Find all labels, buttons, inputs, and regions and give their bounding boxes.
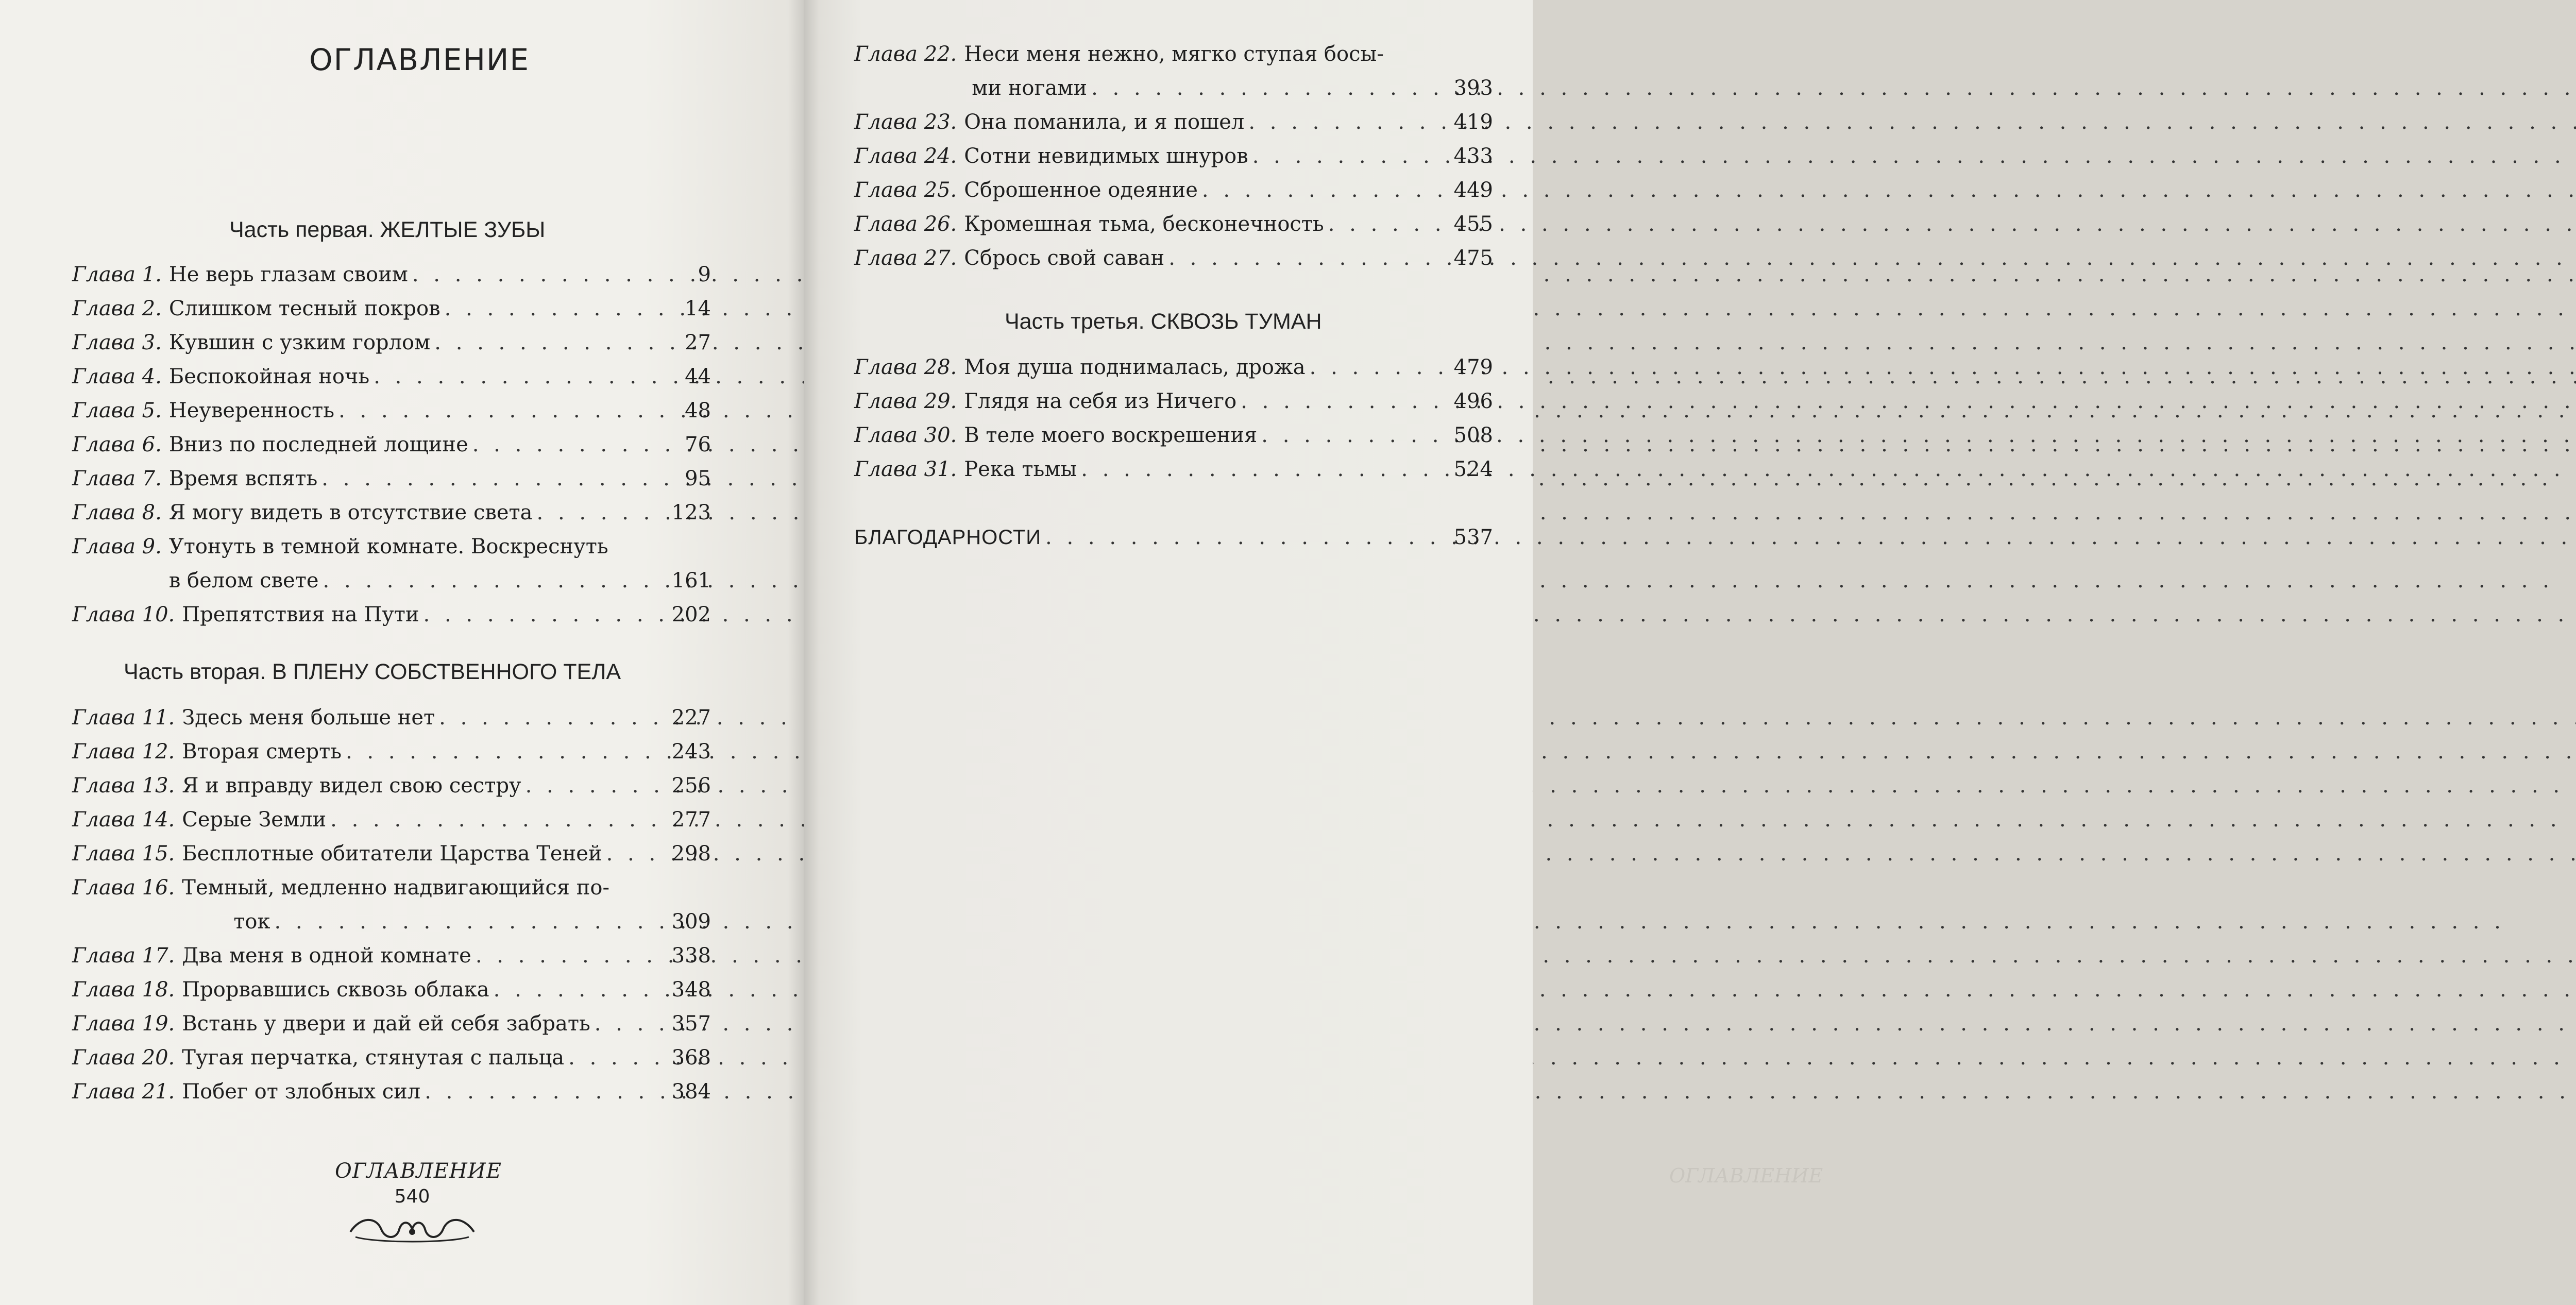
chapter-label: Глава 31. — [854, 457, 957, 481]
chapter-label: Глава 27. — [854, 246, 957, 270]
dot-leader — [1087, 71, 2576, 105]
toc-entry — [854, 105, 1493, 139]
toc-part-three — [854, 350, 1493, 554]
toc-entry — [72, 292, 711, 326]
chapter-page: 309 — [671, 910, 711, 934]
chapter-title: Река тьмы — [964, 457, 1077, 481]
chapter-page: 368 — [671, 1046, 711, 1070]
toc-entry — [854, 384, 1493, 418]
chapter-page: 123 — [671, 501, 711, 524]
toc-entry — [72, 803, 711, 837]
ornament-flourish-icon — [345, 1211, 479, 1247]
page-number: 540 — [394, 1186, 430, 1207]
chapter-page: 243 — [671, 740, 711, 764]
chapter-title: Бесплотные обитатели Царства Теней — [182, 842, 602, 866]
chapter-title: Сбрось свой саван — [964, 246, 1165, 270]
dot-leader — [1041, 520, 2576, 554]
chapter-label: Глава 21. — [72, 1080, 175, 1104]
chapter-label: Глава 19. — [72, 1012, 175, 1036]
chapter-page: 479 — [1453, 355, 1493, 379]
chapter-label: Глава 2. — [72, 297, 162, 320]
chapter-page: 496 — [1453, 389, 1493, 413]
chapter-page: 48 — [685, 399, 711, 422]
toc-entry — [72, 394, 711, 428]
toc-entry-acknowledgments — [854, 520, 1493, 554]
dot-leader — [1324, 207, 2576, 241]
chapter-page: 9 — [698, 263, 711, 286]
chapter-title: Глядя на себя из Ничего — [964, 389, 1237, 413]
page-title: ОГЛАВЛЕНИЕ — [309, 42, 530, 77]
chapter-label: Глава 13. — [72, 774, 175, 798]
chapter-title-continued: в белом свете — [168, 569, 319, 592]
chapter-label: Глава 28. — [854, 355, 957, 379]
chapter-page: 95 — [685, 467, 711, 490]
page-footer — [335, 1159, 502, 1247]
chapter-page: 524 — [1453, 457, 1493, 481]
chapter-page: 384 — [671, 1080, 711, 1104]
chapter-title: Два меня в одной комнате — [182, 944, 471, 968]
chapter-title: Кувшин с узким горлом — [168, 331, 431, 354]
toc-entry — [854, 207, 1493, 241]
toc-entry — [854, 139, 1493, 173]
chapter-page: 161 — [671, 569, 711, 592]
toc-entry — [72, 769, 711, 803]
chapter-label: Глава 14. — [72, 808, 175, 832]
chapter-label: Глава 1. — [72, 263, 162, 286]
chapter-title: Побег от злобных сил — [182, 1080, 421, 1104]
chapter-page: 433 — [1453, 144, 1493, 168]
toc-entry — [854, 173, 1493, 207]
toc-entry — [72, 837, 711, 871]
chapter-page: 449 — [1453, 178, 1493, 202]
chapter-page: 393 — [1453, 76, 1493, 100]
toc-entry — [854, 37, 1493, 105]
chapter-title: Я могу видеть в отсутствие света — [168, 501, 533, 524]
dot-leader — [1164, 241, 2576, 275]
acknowledgments-page: 537 — [1453, 526, 1493, 549]
chapter-label: Глава 18. — [72, 978, 175, 1002]
chapter-page: 508 — [1453, 423, 1493, 447]
toc-entry — [72, 735, 711, 769]
toc-entry — [72, 1041, 711, 1075]
chapter-title: Кромешная тьма, бесконечность — [964, 212, 1324, 236]
chapter-label: Глава 5. — [72, 399, 162, 422]
chapter-title: Тугая перчатка, стянутая с пальца — [182, 1046, 565, 1070]
toc-entry — [72, 360, 711, 394]
chapter-title: Вниз по последней лощине — [168, 433, 468, 456]
chapter-label: Глава 8. — [72, 501, 162, 524]
chapter-label: Глава 22. — [854, 42, 957, 66]
chapter-label: Глава 9. — [72, 535, 162, 558]
part-three-heading: Часть третья. СКВОЗЬ ТУМАН — [1005, 309, 1322, 334]
chapter-label: Глава 30. — [854, 423, 957, 447]
left-page — [0, 0, 804, 1305]
chapter-page: 76 — [685, 433, 711, 456]
chapter-label: Глава 4. — [72, 365, 162, 388]
chapter-page: 14 — [685, 297, 711, 320]
chapter-title: Моя душа поднималась, дрожа — [964, 355, 1306, 379]
chapter-page: 348 — [671, 978, 711, 1002]
chapter-title: Время вспять — [168, 467, 318, 490]
chapter-page: 338 — [671, 944, 711, 968]
bleed-through-text: ОГЛАВЛЕНИЕ — [1669, 1164, 1823, 1187]
toc-part-one — [72, 258, 711, 632]
chapter-label: Глава 6. — [72, 433, 162, 456]
chapter-page: 227 — [671, 706, 711, 730]
chapter-title: В теле моего воскрешения — [964, 423, 1258, 447]
toc-entry — [72, 973, 711, 1007]
chapter-label: Глава 15. — [72, 842, 175, 866]
chapter-page: 298 — [671, 842, 711, 866]
chapter-label: Глава 10. — [72, 603, 175, 626]
toc-entry — [72, 496, 711, 530]
chapter-label: Глава 11. — [72, 706, 175, 730]
chapter-title: Сотни невидимых шнуров — [964, 144, 1248, 168]
chapter-label: Глава 25. — [854, 178, 957, 202]
chapter-label: Глава 3. — [72, 331, 162, 354]
toc-entry — [72, 1075, 711, 1109]
toc-entry — [72, 462, 711, 496]
toc-entry — [72, 701, 711, 735]
chapter-title-continued: ми ногами — [972, 76, 1088, 100]
chapter-label: Глава 26. — [854, 212, 957, 236]
chapter-page: 455 — [1453, 212, 1493, 236]
chapter-title: Не верь глазам своим — [168, 263, 408, 286]
toc-entry — [854, 418, 1493, 452]
dot-leader — [1198, 173, 2576, 207]
part-one-heading: Часть первая. ЖЕЛТЫЕ ЗУБЫ — [229, 217, 546, 242]
acknowledgments-title: БЛАГОДАРНОСТИ — [854, 526, 1042, 549]
chapter-label: Глава 20. — [72, 1046, 175, 1070]
chapter-label: Глава 16. — [72, 876, 175, 900]
book-gutter — [788, 0, 819, 1305]
toc-entry — [854, 350, 1493, 384]
chapter-title: Беспокойная ночь — [168, 365, 370, 388]
chapter-page: 475 — [1453, 246, 1493, 270]
toc-entry — [72, 1007, 711, 1041]
chapter-title: Неуверенность — [168, 399, 335, 422]
chapter-page: 277 — [671, 808, 711, 832]
chapter-title: Сброшенное одеяние — [964, 178, 1198, 202]
toc-entry — [72, 598, 711, 632]
chapter-page: 419 — [1453, 110, 1493, 134]
chapter-title: Я и вправду видел свою сестру — [182, 774, 521, 798]
chapter-title: Встань у двери и дай ей себя забрать — [182, 1012, 590, 1036]
chapter-label: Глава 17. — [72, 944, 175, 968]
toc-entry — [854, 452, 1493, 486]
chapter-title: Она поманила, и я пошел — [964, 110, 1245, 134]
footer-title: ОГЛАВЛЕНИЕ — [335, 1159, 502, 1183]
chapter-label: Глава 29. — [854, 389, 957, 413]
chapter-title: Вторая смерть — [182, 740, 342, 764]
toc-entry — [72, 939, 711, 973]
chapter-title: Слишком тесный покров — [168, 297, 440, 320]
part-two-heading: Часть вторая. В ПЛЕНУ СОБСТВЕННОГО ТЕЛА — [124, 659, 621, 684]
toc-entry — [72, 428, 711, 462]
chapter-title: Препятствия на Пути — [182, 603, 419, 626]
dot-leader — [1306, 350, 2576, 384]
chapter-label: Глава 7. — [72, 467, 162, 490]
toc-entry — [72, 258, 711, 292]
toc-part-two — [72, 701, 711, 1109]
chapter-page: 357 — [671, 1012, 711, 1036]
chapter-title: Утонуть в темной комнате. Воскреснуть — [168, 535, 608, 558]
chapter-title: Темный, медленно надвигающийся по- — [182, 876, 609, 900]
toc-entry — [72, 871, 711, 939]
chapter-title-continued: ток — [233, 910, 270, 934]
chapter-page: 44 — [685, 365, 711, 388]
chapter-page: 256 — [671, 774, 711, 798]
toc-entry — [854, 241, 1493, 275]
chapter-label: Глава 12. — [72, 740, 175, 764]
chapter-page: 27 — [685, 331, 711, 354]
chapter-label: Глава 24. — [854, 144, 957, 168]
dot-leader — [1077, 452, 2576, 486]
chapter-title: Здесь меня больше нет — [182, 706, 435, 730]
chapter-page: 202 — [671, 603, 711, 626]
toc-part-two-continued — [854, 37, 1493, 275]
chapter-label: Глава 23. — [854, 110, 957, 134]
chapter-title: Неси меня нежно, мягко ступая босы- — [964, 42, 1384, 66]
toc-entry — [72, 530, 711, 598]
toc-entry — [72, 326, 711, 360]
chapter-title: Серые Земли — [182, 808, 327, 832]
chapter-title: Прорвавшись сквозь облака — [182, 978, 489, 1002]
